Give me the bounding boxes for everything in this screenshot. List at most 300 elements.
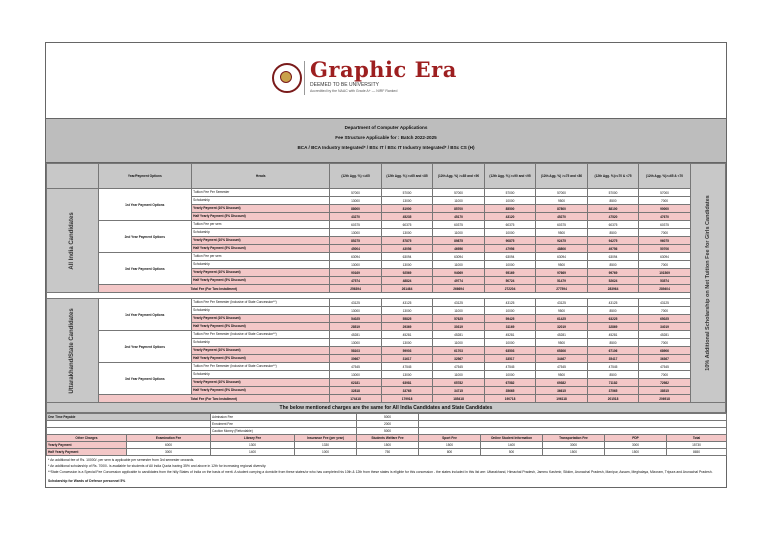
fee-value: 28519 xyxy=(330,323,382,331)
fee-value: 81900 xyxy=(381,205,433,213)
fee-value: 90000 xyxy=(639,205,691,213)
total-row xyxy=(47,395,726,403)
fee-value: 47545 xyxy=(433,363,485,371)
fee-value: 29369 xyxy=(381,323,433,331)
fee-value: 13000 xyxy=(330,197,382,205)
head-label: Scholarship xyxy=(192,307,330,315)
total-value: 174418 xyxy=(330,395,382,403)
fee-value: 50706 xyxy=(639,245,691,253)
charge-value: 3000 xyxy=(127,449,211,456)
head-label: Tuition Fee Per Semester (Inclusive of State Concession**) xyxy=(192,299,330,307)
fee-value: 7000 xyxy=(639,339,691,347)
fee-value: 65782 xyxy=(433,379,485,387)
charge-value: 750 xyxy=(357,449,419,456)
head-label: Half Yearly Payment (5% Discount) xyxy=(192,355,330,363)
column-header: Heads xyxy=(192,164,330,189)
year-label: 3rd Year Payment Options xyxy=(98,253,192,285)
other-charges-row xyxy=(47,442,727,449)
girls-scholarship-text: 10% Additional Scholarship on Net Tuition Fee for Girls Candidates xyxy=(704,195,711,371)
head-label: Tuition Fee Per Semester (Inclusive of State Concession**) xyxy=(192,363,330,371)
total-value: 185418 xyxy=(433,395,485,403)
charge-value: 1500 xyxy=(419,442,481,449)
head-label: Yearly Payment (10% Discount) xyxy=(192,269,330,277)
fee-value: 63094 xyxy=(639,253,691,261)
fee-value: 45281 xyxy=(536,331,588,339)
head-label: Half Yearly Payment (5% Discount) xyxy=(192,323,330,331)
corner-cell xyxy=(47,164,99,189)
fee-value: 54025 xyxy=(330,315,382,323)
year-label: 1st Year Payment Options xyxy=(98,299,192,331)
blank-cell xyxy=(419,428,727,435)
head-label: Tuition Fee Per Semester xyxy=(192,189,330,197)
fee-value: 8500 xyxy=(587,307,639,315)
fee-value: 49774 xyxy=(433,277,485,285)
fee-value: 69382 xyxy=(536,379,588,387)
head-label: Yearly Payment (10% Discount) xyxy=(192,347,330,355)
fee-value: 97669 xyxy=(536,269,588,277)
title-band xyxy=(46,119,726,163)
fee-value: 8500 xyxy=(587,371,639,379)
fee-value: 43125 xyxy=(587,299,639,307)
fee-value: 60375 xyxy=(330,221,382,229)
fee-value: 45281 xyxy=(639,331,691,339)
fee-value: 32869 xyxy=(587,323,639,331)
fee-value: 71182 xyxy=(587,379,639,387)
fee-value: 95169 xyxy=(484,269,536,277)
year-label: 2nd Year Payment Options xyxy=(98,221,192,253)
fee-value: 61703 xyxy=(433,347,485,355)
table-row xyxy=(47,363,726,371)
other-charges-column: Transportation Fee xyxy=(543,435,605,442)
fee-value: 13000 xyxy=(330,261,382,269)
fee-value: 35417 xyxy=(587,355,639,363)
total-value: 277594 xyxy=(536,285,588,293)
other-charges-column: PDP xyxy=(605,435,667,442)
blank-cell xyxy=(47,428,211,435)
fee-value: 13000 xyxy=(381,229,433,237)
fee-value: 85700 xyxy=(433,205,485,213)
fee-value: 10000 xyxy=(484,371,536,379)
fee-value: 65306 xyxy=(536,347,588,355)
column-header: (12th Agg. %) <=65 xyxy=(330,164,382,189)
fee-structure-sheet xyxy=(45,42,727,488)
fee-value: 11000 xyxy=(433,229,485,237)
fee-value: 31169 xyxy=(484,323,536,331)
fee-value: 88100 xyxy=(587,205,639,213)
fee-value: 11000 xyxy=(433,371,485,379)
other-charges-column: Total xyxy=(667,435,727,442)
other-charges-column: Students Welfare Fee xyxy=(357,435,419,442)
all_india-side-label xyxy=(47,189,99,293)
fee-title: Fee Structure Applicable for : Batch 2022-2025 xyxy=(335,135,437,140)
fee-value: 47670 xyxy=(639,213,691,221)
fee-value: 90875 xyxy=(484,237,536,245)
fee-value: 49756 xyxy=(587,245,639,253)
fee-value: 9500 xyxy=(536,261,588,269)
total-value: 256394 xyxy=(330,285,382,293)
one-time-value: 2000 xyxy=(357,421,419,428)
charge-value: 1500 xyxy=(357,442,419,449)
total-value: 196118 xyxy=(536,395,588,403)
fee-value: 65025 xyxy=(639,315,691,323)
head-label: Half Yearly Payment (5% Discount) xyxy=(192,277,330,285)
charge-value: 500 xyxy=(481,449,543,456)
fee-value: 8500 xyxy=(587,197,639,205)
girls-scholarship-side-label xyxy=(690,164,725,403)
fee-value: 34715 xyxy=(433,387,485,395)
one-time-item: Admission Fee xyxy=(211,414,357,421)
fee-value: 57625 xyxy=(433,315,485,323)
fee-value: 43125 xyxy=(536,299,588,307)
fee-value: 46956 xyxy=(433,245,485,253)
fee-value: 10000 xyxy=(484,197,536,205)
head-label: Scholarship xyxy=(192,229,330,237)
fee-value: 43270 xyxy=(330,213,382,221)
fee-value: 30319 xyxy=(433,323,485,331)
banner-row xyxy=(47,403,726,413)
charge-value: 1330 xyxy=(295,442,357,449)
table-row xyxy=(47,331,726,339)
common-charges-banner: The below mentioned charges are the same for All India Candidates and State Candidates xyxy=(47,403,726,413)
fee-value: 7000 xyxy=(639,229,691,237)
fee-value: 10000 xyxy=(484,261,536,269)
fee-value: 43125 xyxy=(381,299,433,307)
other-charges-column: Examination Fee xyxy=(127,435,211,442)
fee-value: 63094 xyxy=(433,253,485,261)
fee-value: 43125 xyxy=(639,299,691,307)
fee-value: 63981 xyxy=(381,379,433,387)
payment-type: Yearly Payment xyxy=(47,442,127,449)
fee-value: 11000 xyxy=(433,307,485,315)
fee-value: 57000 xyxy=(639,189,691,197)
total-value: 201518 xyxy=(587,395,639,403)
total-value: 266694 xyxy=(433,285,485,293)
fee-value: 60375 xyxy=(433,221,485,229)
fee-value: 32019 xyxy=(536,323,588,331)
fee-value: 8500 xyxy=(587,339,639,347)
fee-value: 45004 xyxy=(330,245,382,253)
fee-value: 94275 xyxy=(587,237,639,245)
fee-value: 47545 xyxy=(484,363,536,371)
charge-value: 1400 xyxy=(481,442,543,449)
one-time-label: One Time Payable xyxy=(47,414,211,421)
fee-value: 67106 xyxy=(587,347,639,355)
fee-value: 7000 xyxy=(639,307,691,315)
fee-value: 72982 xyxy=(639,379,691,387)
table-header-row xyxy=(47,164,726,189)
head-label: Yearly Payment (10% Discount) xyxy=(192,315,330,323)
head-label: Tuition Fee per sem xyxy=(192,253,330,261)
note-2: * An additional scholarship of Rs. 7000/- is available for students of All India Quota having 35% and above in 12th for increasing regional diversity. xyxy=(48,464,267,468)
one-time-item: Enrolment Fee xyxy=(211,421,357,428)
total-value: 289404 xyxy=(639,285,691,293)
fee-value: 13000 xyxy=(381,307,433,315)
fee-value: 57000 xyxy=(587,189,639,197)
fee-value: 10000 xyxy=(484,229,536,237)
fee-value: 63094 xyxy=(330,253,382,261)
fee-value: 48806 xyxy=(536,245,588,253)
column-header: Year/Payment Options xyxy=(98,164,192,189)
charge-value: 1500 xyxy=(605,449,667,456)
other-charges-column: Sport Fee xyxy=(419,435,481,442)
fee-value: 8500 xyxy=(587,261,639,269)
blank-cell xyxy=(47,421,211,428)
note-3: **State Concession is a Special Fee Concession applicable to candidates from the hilly States of India on the basis of merit. A student carrying a domicile from these states/or who has completed his 10th & 12th from these states is eligible for this concession - the states included in this list are: Uttarakhand, Himachal Pradesh, Jammu Kashmir, Sikkim, Arunachal Pradesh, Manipur, Assam, Meghalaya, Mizoram, Tripura and Arunachal Pradesh. xyxy=(48,470,713,474)
other-charges-column: Other Charges xyxy=(47,435,127,442)
fee-value: 45281 xyxy=(484,331,536,339)
state-side-label xyxy=(47,299,99,403)
charge-value: 1500 xyxy=(543,449,605,456)
fee-value: 57000 xyxy=(536,189,588,197)
fee-table xyxy=(46,163,726,413)
column-header: (12th Agg. %) >=90 and <95 xyxy=(484,164,536,189)
table-row xyxy=(47,253,726,261)
head-label: Yearly Payment (10% Discount) xyxy=(192,205,330,213)
fee-value: 11000 xyxy=(433,339,485,347)
fee-value: 38515 xyxy=(639,387,691,395)
head-label: Yearly Payment (10% Discount) xyxy=(192,237,330,245)
total-value: 206918 xyxy=(639,395,691,403)
fee-value: 52624 xyxy=(587,277,639,285)
fee-value: 13000 xyxy=(330,307,382,315)
fee-value: 60375 xyxy=(587,221,639,229)
fee-value: 13000 xyxy=(381,371,433,379)
fee-value: 60375 xyxy=(536,221,588,229)
fee-value: 63094 xyxy=(381,253,433,261)
fee-value: 87800 xyxy=(536,205,588,213)
other-charges-column: Library Fee xyxy=(211,435,295,442)
one-time-value: 5000 xyxy=(357,414,419,421)
fee-value: 13000 xyxy=(330,371,382,379)
payment-type: Half Yearly Payment xyxy=(47,449,127,456)
fee-value: 48824 xyxy=(381,277,433,285)
fee-value: 43056 xyxy=(381,245,433,253)
fee-value: 47574 xyxy=(330,277,382,285)
head-label: Scholarship xyxy=(192,197,330,205)
fee-value: 92475 xyxy=(536,237,588,245)
head-label: Tuition Fee per sem xyxy=(192,221,330,229)
fee-value: 92569 xyxy=(381,269,433,277)
fee-value: 47545 xyxy=(639,363,691,371)
total-row xyxy=(47,285,726,293)
fee-value: 61425 xyxy=(536,315,588,323)
fee-value: 10000 xyxy=(484,307,536,315)
fee-value: 9500 xyxy=(536,229,588,237)
fee-value: 7000 xyxy=(639,261,691,269)
blank-cell xyxy=(419,414,727,421)
fee-value: 47956 xyxy=(484,245,536,253)
fee-value: 33765 xyxy=(381,387,433,395)
fee-value: 101569 xyxy=(639,269,691,277)
head-label: Half Yearly Payment (5% Discount) xyxy=(192,387,330,395)
fee-value: 47545 xyxy=(330,363,382,371)
fee-value: 13000 xyxy=(330,229,382,237)
year-label: 2nd Year Payment Options xyxy=(98,331,192,363)
charge-value: 8650 xyxy=(667,449,727,456)
fee-value: 9500 xyxy=(536,307,588,315)
fee-value: 45281 xyxy=(330,331,382,339)
fee-value: 58103 xyxy=(330,347,382,355)
all_india-side-text: All India Candidates xyxy=(69,211,76,270)
fee-value: 99769 xyxy=(587,269,639,277)
other-charges-row xyxy=(47,449,727,456)
one-time-row xyxy=(47,421,727,428)
fee-value: 88000 xyxy=(330,205,382,213)
fee-value: 36367 xyxy=(639,355,691,363)
charge-value: 15730 xyxy=(667,442,727,449)
fee-value: 30667 xyxy=(330,355,382,363)
fee-value: 59903 xyxy=(381,347,433,355)
fee-value: 32567 xyxy=(433,355,485,363)
total-value: 190718 xyxy=(484,395,536,403)
fee-value: 63503 xyxy=(484,347,536,355)
fee-value: 89875 xyxy=(433,237,485,245)
fee-value: 47520 xyxy=(587,213,639,221)
one-time-row xyxy=(47,414,727,421)
fee-value: 45270 xyxy=(536,213,588,221)
fee-value: 94069 xyxy=(433,269,485,277)
fee-value: 68906 xyxy=(639,347,691,355)
fee-value: 96075 xyxy=(639,237,691,245)
charge-value: 6000 xyxy=(127,442,211,449)
brand-tagline: Accredited by the NAAC with Grade A+ — NIRF Ranked xyxy=(310,89,398,93)
total-value: 179918 xyxy=(381,395,433,403)
fee-value: 45235 xyxy=(381,213,433,221)
head-label: Tuition Fee Per Semester (Inclusive of State Concession**) xyxy=(192,331,330,339)
total-value: 272204 xyxy=(484,285,536,293)
logo-header xyxy=(46,43,726,119)
table-row xyxy=(47,221,726,229)
charge-value: 3000 xyxy=(543,442,605,449)
brand-subtitle: DEEMED TO BE UNIVERSITY xyxy=(310,82,379,88)
fee-value: 13000 xyxy=(381,197,433,205)
fee-value: 45281 xyxy=(587,331,639,339)
fee-value: 57000 xyxy=(433,189,485,197)
column-header: (12th Agg. %) >=85 and <90 xyxy=(433,164,485,189)
fee-value: 63094 xyxy=(536,253,588,261)
one-time-row xyxy=(47,428,727,435)
one-time-value: 5000 xyxy=(357,428,419,435)
fee-value: 59425 xyxy=(484,315,536,323)
column-header: (12th Agg. %) >=75 and <80 xyxy=(536,164,588,189)
fee-value: 43125 xyxy=(484,299,536,307)
one-time-item: Caution Money (Refundable) xyxy=(211,428,357,435)
year-label: 1st Year Payment Options xyxy=(98,189,192,221)
fee-value: 60375 xyxy=(381,221,433,229)
fee-value: 63225 xyxy=(587,315,639,323)
fee-value: 57000 xyxy=(381,189,433,197)
brand-name: Graphic Era xyxy=(310,57,457,82)
logo-divider xyxy=(304,61,305,95)
fee-value: 63094 xyxy=(484,253,536,261)
fee-value: 36615 xyxy=(536,387,588,395)
column-header: (12th Agg. %)>=70 & <75 xyxy=(587,164,639,189)
note-1: * An additional fee of Rs. 10000/- per sem is applicable per semester from 3rd semester onwards. xyxy=(48,458,195,462)
charge-value: 3000 xyxy=(605,442,667,449)
fee-value: 8500 xyxy=(587,229,639,237)
fee-value: 35665 xyxy=(484,387,536,395)
total-value: 283964 xyxy=(587,285,639,293)
charge-value: 800 xyxy=(419,449,481,456)
fee-value: 57000 xyxy=(330,189,382,197)
fee-value: 57000 xyxy=(484,189,536,197)
brand-logo xyxy=(310,59,457,93)
fee-value: 63094 xyxy=(587,253,639,261)
other-charges-header xyxy=(47,435,727,442)
charge-value: 1300 xyxy=(211,442,295,449)
fee-value: 47545 xyxy=(381,363,433,371)
fee-value: 90169 xyxy=(330,269,382,277)
fee-value: 10000 xyxy=(484,339,536,347)
fee-value: 9500 xyxy=(536,339,588,347)
total-value: 261464 xyxy=(381,285,433,293)
fee-value: 11000 xyxy=(433,261,485,269)
charge-value: 1400 xyxy=(211,449,295,456)
fee-value: 33517 xyxy=(484,355,536,363)
dept-title: Department of Computer Applications xyxy=(344,125,428,130)
fee-value: 55825 xyxy=(381,315,433,323)
fee-value: 43125 xyxy=(433,299,485,307)
footnotes xyxy=(46,456,726,487)
fee-value: 32818 xyxy=(330,387,382,395)
fee-value: 45281 xyxy=(433,331,485,339)
fee-value: 53574 xyxy=(639,277,691,285)
fee-value: 45281 xyxy=(381,331,433,339)
table-row xyxy=(47,299,726,307)
head-label: Scholarship xyxy=(192,339,330,347)
fee-value: 43120 xyxy=(484,213,536,221)
fee-value: 11000 xyxy=(433,197,485,205)
fee-value: 87875 xyxy=(381,237,433,245)
total-label: Total Fee (For Two Installment) xyxy=(98,395,330,403)
head-label: Scholarship xyxy=(192,261,330,269)
fee-value: 67582 xyxy=(484,379,536,387)
fee-value: 47545 xyxy=(587,363,639,371)
fee-value: 31617 xyxy=(381,355,433,363)
fee-value: 60375 xyxy=(484,221,536,229)
fee-value: 9500 xyxy=(536,197,588,205)
fee-value: 37565 xyxy=(587,387,639,395)
head-label: Scholarship xyxy=(192,371,330,379)
note-4: Scholarship for Wards of Defence personnel 5% xyxy=(48,479,126,483)
column-header: (12th Agg. %)>=65 & <70 xyxy=(639,164,691,189)
blank-cell xyxy=(419,421,727,428)
fee-value: 7000 xyxy=(639,371,691,379)
fee-value: 51479 xyxy=(536,277,588,285)
fee-value: 45170 xyxy=(433,213,485,221)
head-label: Half Yearly Payment (5% Discount) xyxy=(192,245,330,253)
other-charges-column: Online Student Information xyxy=(481,435,543,442)
other-charges-column: Insurance Fee (per year) xyxy=(295,435,357,442)
head-label: Yearly Payment (10% Discount) xyxy=(192,379,330,387)
state-side-text: Uttarakhand/State Candidates xyxy=(69,307,76,394)
fee-value: 34467 xyxy=(536,355,588,363)
fee-value: 62181 xyxy=(330,379,382,387)
university-seal-icon xyxy=(272,63,302,93)
fee-value: 50724 xyxy=(484,277,536,285)
fee-value: 13000 xyxy=(381,261,433,269)
fee-value: 85275 xyxy=(330,237,382,245)
head-label: Half Yearly Payment (5% Discount) xyxy=(192,213,330,221)
total-label: Total Fee (For Two Installment) xyxy=(98,285,330,293)
fee-value: 85500 xyxy=(484,205,536,213)
fee-value: 13000 xyxy=(330,339,382,347)
column-header: (12th Agg. %) >=65 and <85 xyxy=(381,164,433,189)
fee-value: 47545 xyxy=(536,363,588,371)
charge-value: 1000 xyxy=(295,449,357,456)
fee-value: 43125 xyxy=(330,299,382,307)
table-row xyxy=(47,189,726,197)
